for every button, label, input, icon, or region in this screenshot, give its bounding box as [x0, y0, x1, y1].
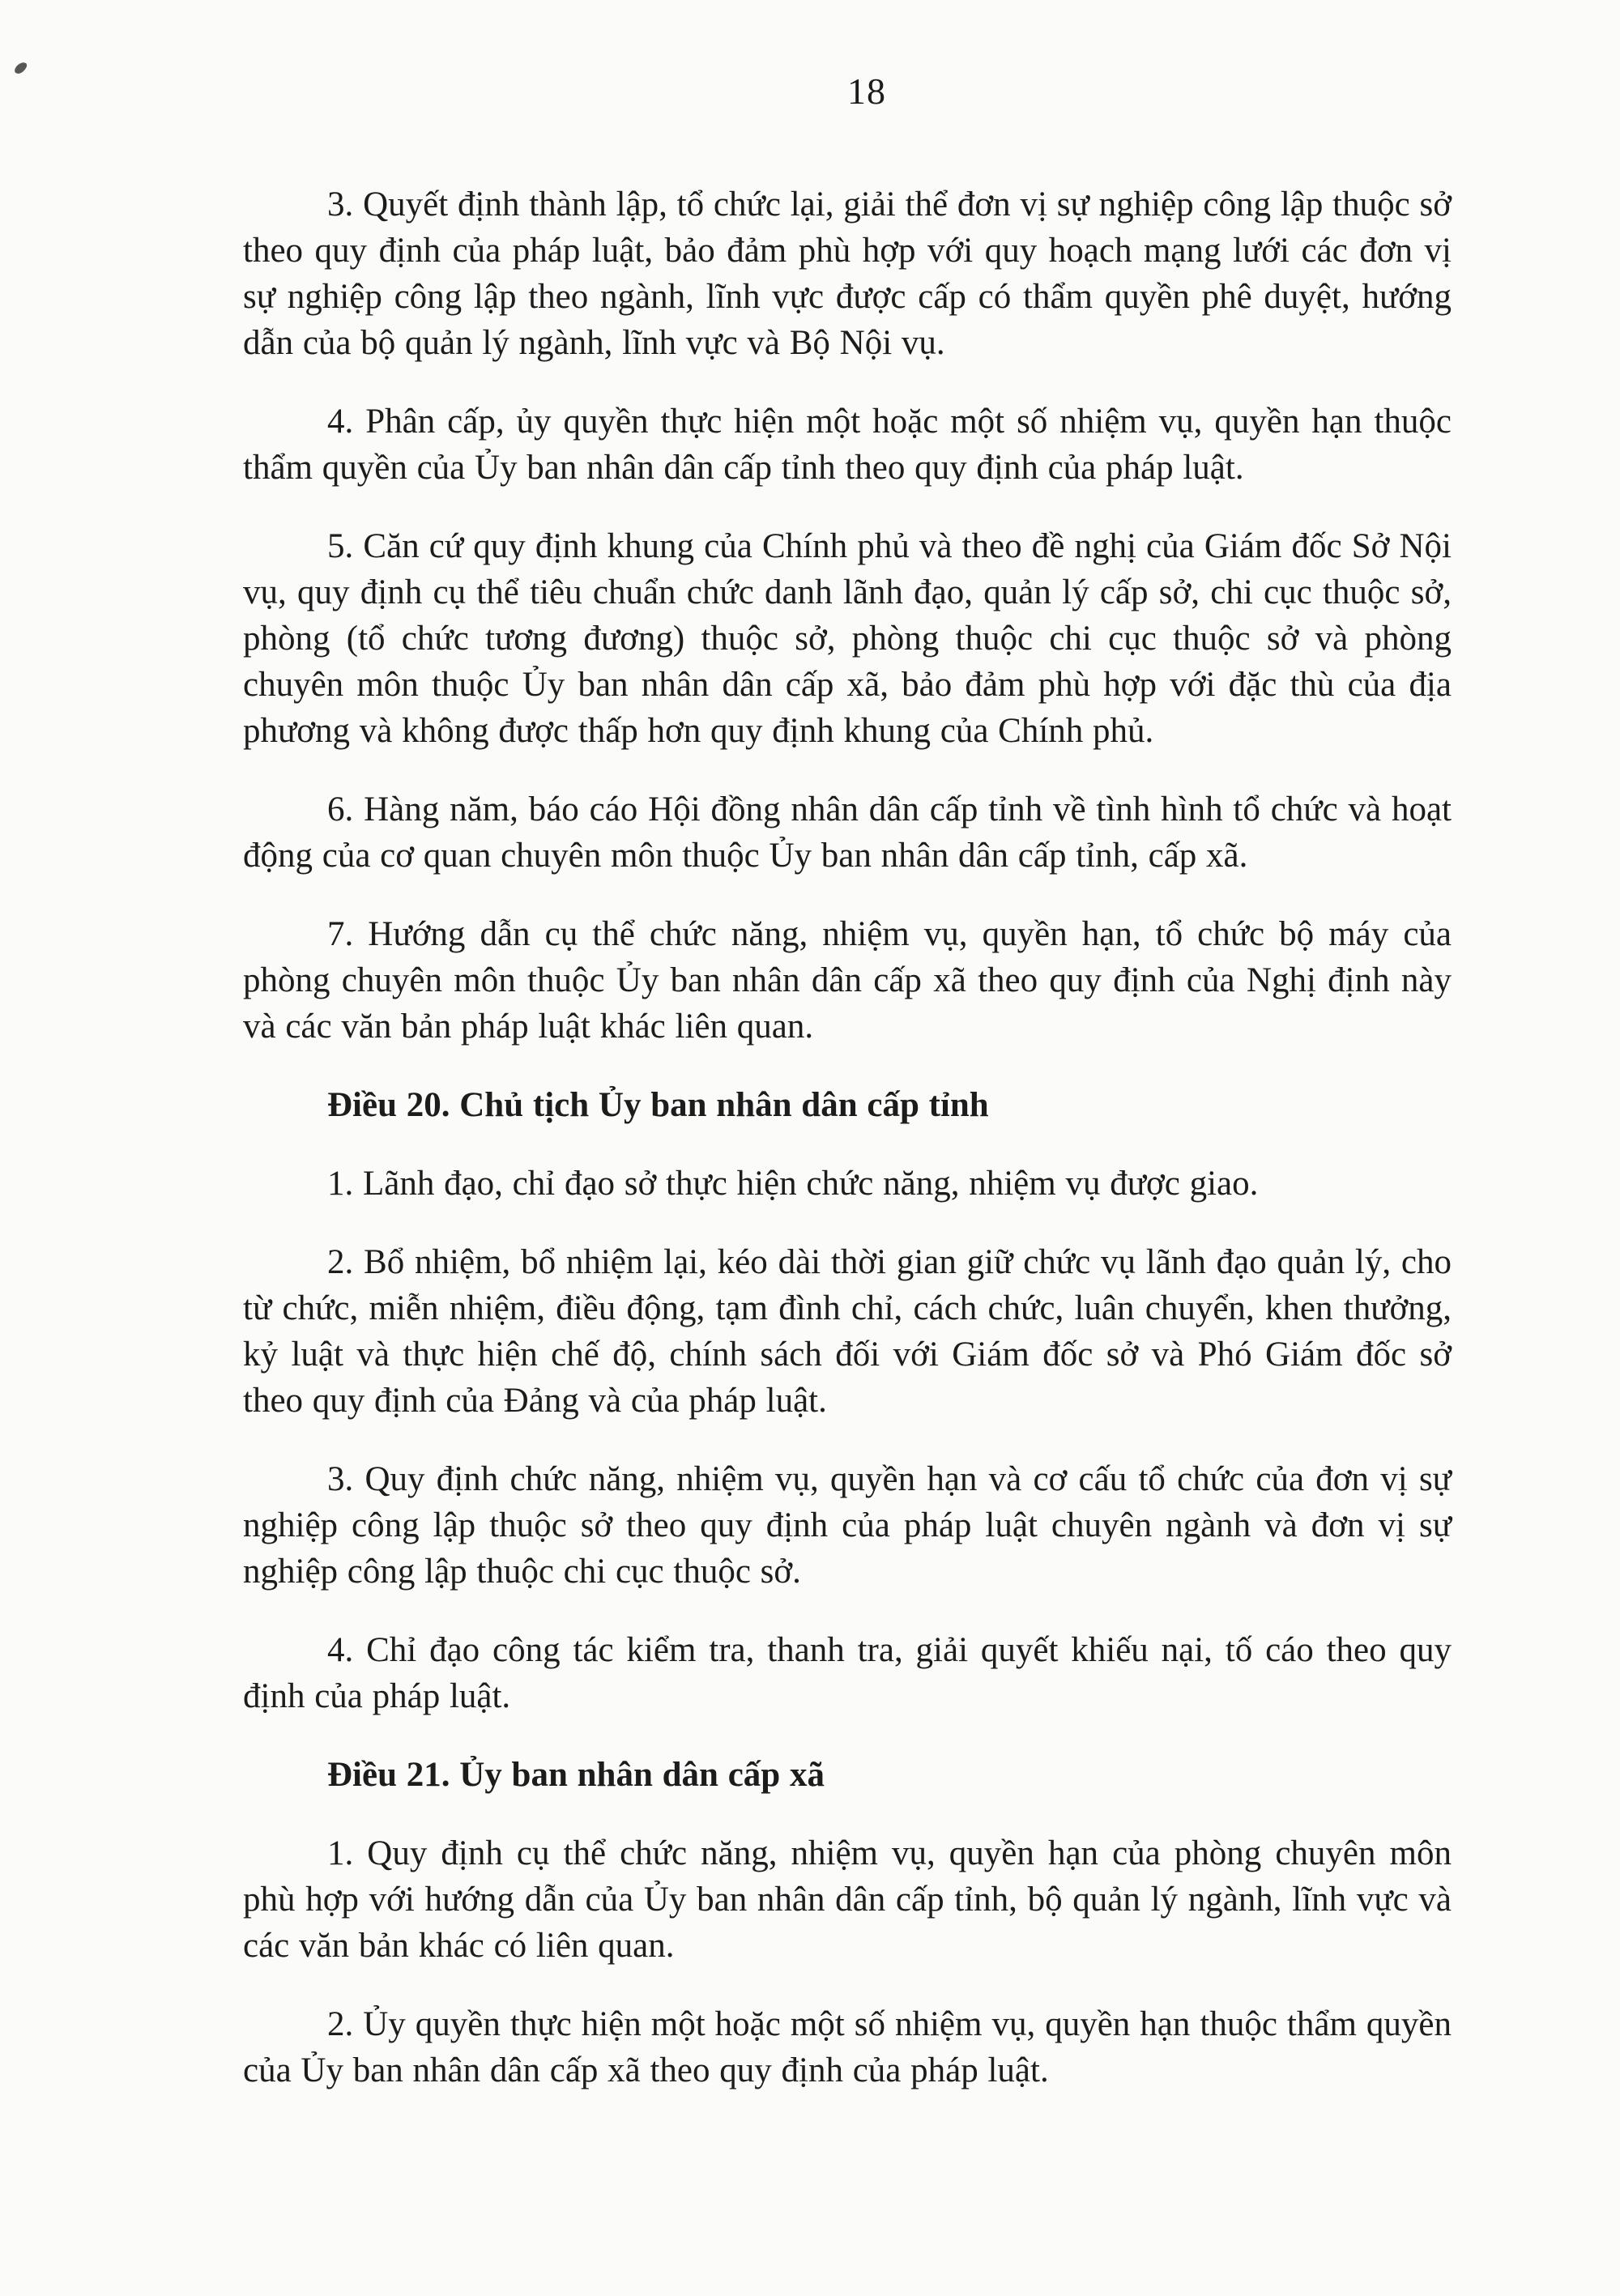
document-body [243, 181, 1452, 2126]
paragraph-item-4: 4. Phân cấp, ủy quyền thực hiện một hoặc một số nhiệm vụ, quyền hạn thuộc thẩm quyền của Ủy ban nhân dân cấp tỉnh theo quy định của pháp luật. [243, 403, 1452, 487]
article-heading-dieu-21: Điều 21. Ủy ban nhân dân cấp xã [327, 1756, 825, 1794]
dieu-20-item-2: 2. Bổ nhiệm, bổ nhiệm lại, kéo dài thời gian giữ chức vụ lãnh đạo quản lý, cho từ chức, miễn nhiệm, điều động, tạm đình chỉ, cách chức, luân chuyển, khen thưởng, kỷ luật và thực hiện chế độ, chính sách đối với Giám đốc sở và Phó Giám đốc sở theo quy định của Đảng và của pháp luật. [243, 1243, 1452, 1420]
dieu-21-item-1: 1. Quy định cụ thể chức năng, nhiệm vụ, quyền hạn của phòng chuyên môn phù hợp với hướng dẫn của Ủy ban nhân dân cấp tỉnh, bộ quản lý ngành, lĩnh vực và các văn bản khác có liên quan. [243, 1834, 1452, 1965]
dieu-21-item-2: 2. Ủy quyền thực hiện một hoặc một số nhiệm vụ, quyền hạn thuộc thẩm quyền của Ủy ban nhân dân cấp xã theo quy định của pháp luật. [243, 2005, 1452, 2089]
dieu-20-item-4: 4. Chỉ đạo công tác kiểm tra, thanh tra, giải quyết khiếu nại, tố cáo theo quy định của pháp luật. [243, 1631, 1452, 1715]
paragraph-item-7: 7. Hướng dẫn cụ thể chức năng, nhiệm vụ, quyền hạn, tổ chức bộ máy của phòng chuyên môn thuộc Ủy ban nhân dân cấp xã theo quy định của Nghị định này và các văn bản pháp luật khác liên quan. [243, 915, 1452, 1046]
scan-speck-artifact [13, 61, 29, 75]
page-number: 18 [847, 70, 886, 112]
dieu-20-item-3: 3. Quy định chức năng, nhiệm vụ, quyền hạn và cơ cấu tổ chức của đơn vị sự nghiệp công lập thuộc sở theo quy định của pháp luật chuyên ngành và đơn vị sự nghiệp công lập thuộc chi cục thuộc sở. [243, 1460, 1452, 1591]
paragraph-item-5: 5. Căn cứ quy định khung của Chính phủ và theo đề nghị của Giám đốc Sở Nội vụ, quy định cụ thể tiêu chuẩn chức danh lãnh đạo, quản lý cấp sở, chi cục thuộc sở, phòng (tổ chức tương đương) thuộc sở, phòng thuộc chi cục thuộc sở và phòng chuyên môn thuộc Ủy ban nhân dân cấp xã, bảo đảm phù hợp với đặc thù của địa phương và không được thấp hơn quy định khung của Chính phủ. [243, 527, 1452, 750]
paragraph-item-3: 3. Quyết định thành lập, tổ chức lại, giải thể đơn vị sự nghiệp công lập thuộc sở theo quy định của pháp luật, bảo đảm phù hợp với quy hoạch mạng lưới các đơn vị sự nghiệp công lập theo ngành, lĩnh vực được cấp có thẩm quyền phê duyệt, hướng dẫn của bộ quản lý ngành, lĩnh vực và Bộ Nội vụ. [243, 185, 1452, 362]
paragraph-item-6: 6. Hàng năm, báo cáo Hội đồng nhân dân cấp tỉnh về tình hình tổ chức và hoạt động của cơ quan chuyên môn thuộc Ủy ban nhân dân cấp tỉnh, cấp xã. [243, 790, 1452, 875]
article-heading-dieu-20: Điều 20. Chủ tịch Ủy ban nhân dân cấp tỉnh [327, 1086, 989, 1124]
dieu-20-item-1: 1. Lãnh đạo, chỉ đạo sở thực hiện chức năng, nhiệm vụ được giao. [327, 1165, 1259, 1203]
